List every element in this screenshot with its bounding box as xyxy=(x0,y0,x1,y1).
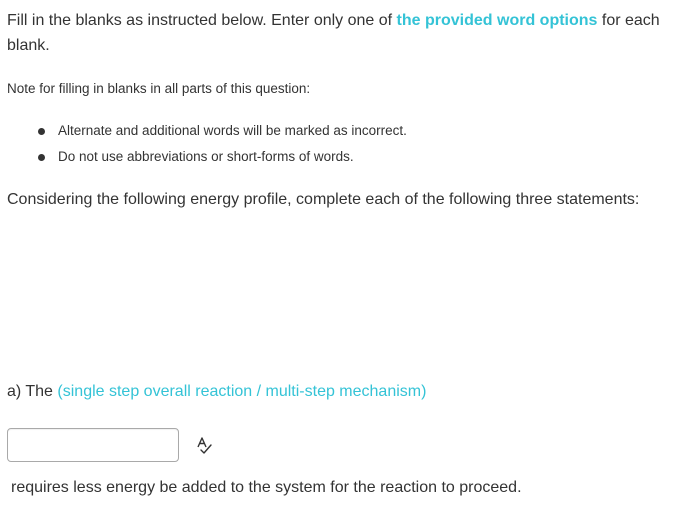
bullet-text: Alternate and additional words will be marked as incorrect. xyxy=(58,123,407,138)
word-options-link[interactable]: the provided word options xyxy=(396,12,598,29)
instructions-prefix: Fill in the blanks as instructed below. Enter only one of xyxy=(7,12,397,29)
note-list xyxy=(7,121,407,173)
bullet-icon xyxy=(38,154,45,161)
part-a-label: a) The xyxy=(7,383,58,400)
part-a-prompt xyxy=(7,379,426,404)
part-a-statement: requires less energy be added to the system for the reaction to proceed. xyxy=(11,479,522,496)
list-item xyxy=(7,147,407,173)
list-item xyxy=(7,121,407,147)
bullet-icon xyxy=(38,128,45,135)
bullet-text: Do not use abbreviations or short-forms of words. xyxy=(58,149,354,164)
instructions-suffix: for each blank. xyxy=(7,12,660,54)
instructions xyxy=(7,8,677,58)
spellcheck-icon[interactable] xyxy=(194,436,214,456)
part-a-options: (single step overall reaction / multi-step mechanism) xyxy=(57,383,427,400)
question-prompt: Considering the following energy profile, complete each of the following three statements: xyxy=(7,191,640,208)
part-a-blank-input[interactable] xyxy=(7,428,179,462)
note-heading: Note for filling in blanks in all parts of this question: xyxy=(7,81,311,96)
